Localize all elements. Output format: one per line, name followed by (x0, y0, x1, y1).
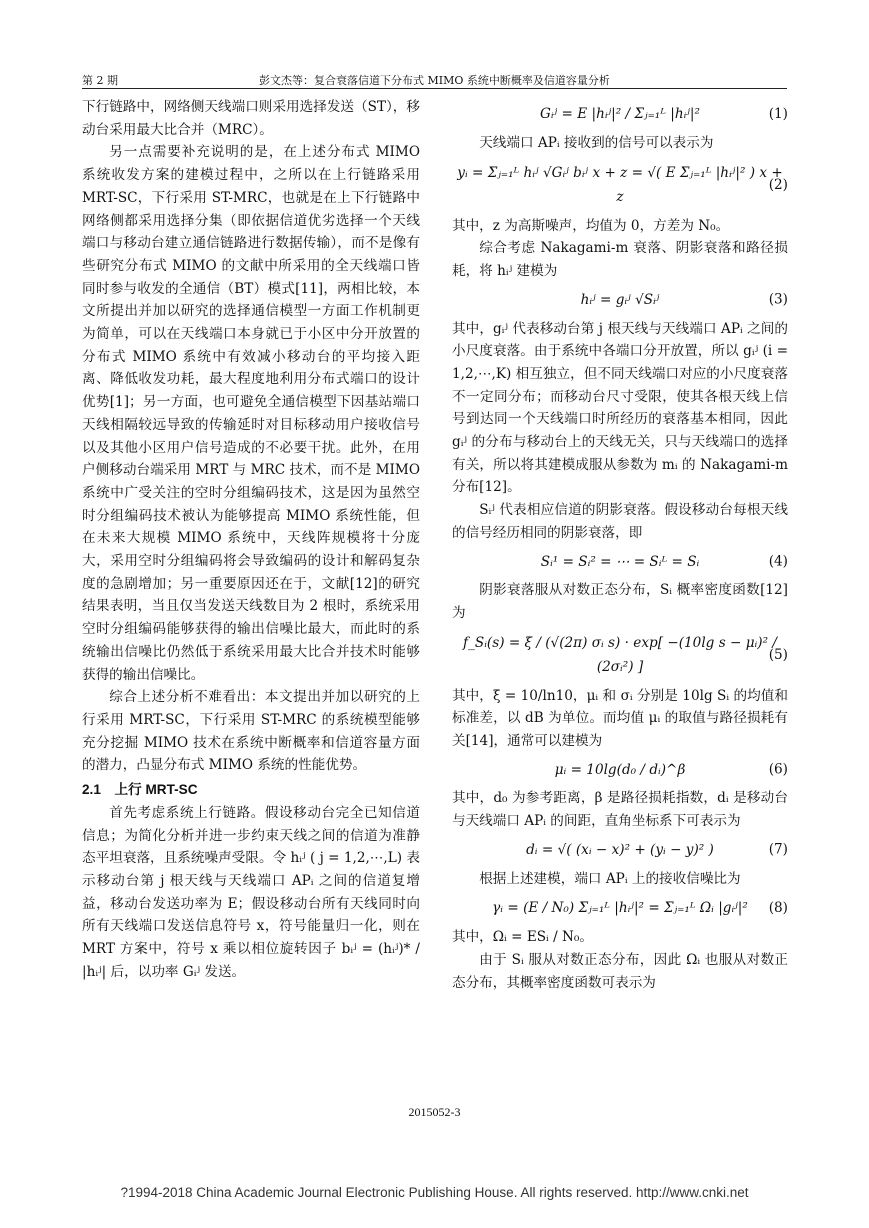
equation-number: (6) (768, 761, 788, 778)
equation-7: dᵢ = √( (xᵢ − x)² + (yᵢ − y)² ) (7) (452, 839, 788, 862)
paragraph: 另一点需要补充说明的是，在上述分布式 MIMO 系统收发方案的建模过程中，之所以在上行链路采用 MRT-SC，下行采用 ST-MRC，也就是在上下行链路中网络侧都采用选择分集（即依据信道优劣选择一个天线端口与移动台建立通信链路进行数据传输），而不是像有些研究分布式 MIMO 的文献中所采用的全天线端口皆同时参与收发的全通信（BT）模式[11]，两相比较，本文所提出并加以研究的选择通信模型一方面工作机制更为简单，可以在天线端口本身就已于小区中分开放置的分布式 MIMO 系统中有效减小移动台的平均接入距离、降低收发功耗，最大程度地利用分布式端口的设计优势[1]；另一方面，也可避免全通信模型下因基站端口天线相隔较远导致的传输延时对目标移动用户接收信号以及其他小区用户信号造成的不必要干扰。此外，在用户侧移动台端采用 MRT 与 MRC 技术，而不是 MIMO 系统中广受关注的空时分组编码技术，这是因为虽然空时分组编码技术被认为能够提高 MIMO 系统性能，但在未来大规模 MIMO 系统中，天线阵规模将十分庞大，采用空时分组编码将会导致编码的设计和解码复杂度的急剧增加；另一重要原因还在于，文献[12]的研究结果表明，当且仅当发送天线数目为 2 根时，系统采用空时分组编码能够获得的输出信噪比最大，而此时的系统输出信噪比仍然低于系统采用最大比合并技术时能够获得的输出信噪比。 (82, 144, 420, 683)
paragraph: 其中，z 为高斯噪声，均值为 0，方差为 N₀。 (452, 217, 730, 234)
equation-number: (3) (768, 291, 788, 308)
copyright-notice: ?1994-2018 China Academic Journal Electronic Publishing House. All rights reserved. http://www.cnki.net (120, 1185, 749, 1200)
paragraph: 根据上述建模，端口 APᵢ 上的接收信噪比为 (479, 870, 741, 887)
running-header (82, 70, 787, 89)
section-heading: 2.1 上行 MRT-SC (82, 782, 198, 798)
equation-number: (8) (768, 900, 788, 917)
paragraph: 其中，d₀ 为参考距离，β 是路径损耗指数，dᵢ 是移动台与天线端口 APᵢ 的间距，直角坐标系下可表示为 (452, 790, 788, 830)
equation-3: hᵢʲ = gᵢʲ √Sᵢʲ (3) (452, 289, 788, 312)
equation-1: Gᵢʲ = E |hᵢʲ|² / Σⱼ₌₁ᴸ |hᵢʲ|² (1) (452, 102, 788, 126)
left-column (82, 96, 420, 983)
paragraph: 其中，ξ = 10/ln10，μᵢ 和 σᵢ 分别是 10lg Sᵢ 的均值和标准差，以 dB 为单位。而均值 μᵢ 的取值与路径损耗有关[14]，通常可以建模为 (452, 687, 788, 750)
equation-2: yᵢ = Σⱼ₌₁ᴸ hᵢʲ √Gᵢʲ bᵢʲ x + z = √( E Σⱼ₌₁ᴸ |hᵢʲ|² ) x + z (2) (457, 164, 788, 205)
paragraph: 首先考虑系统上行链路。假设移动台完全已知信道信息；为简化分析并进一步约束天线之间的信道为准静态平坦衰落，且系统噪声受限。令 hᵢʲ ( j = 1,2,⋯,L) 表示移动台第 j 根天线与天线端口 APᵢ 之间的信道复增益，移动台发送功率为 E；假设移动台所有天线同时向所有天线端口发送信息符号 x，符号能量归一化，则在 MRT 方案中，符号 x 乘以相位旋转因子 bᵢʲ = (hᵢʲ)* / |hᵢʲ| 后，以功率 Gᵢʲ 发送。 (82, 804, 420, 980)
paragraph: 下行链路中，网络侧天线端口则采用选择发送（ST），移动台采用最大比合并（MRC）。 (82, 99, 420, 138)
equation-number: (4) (768, 553, 788, 570)
equation-4: Sᵢ¹ = Sᵢ² = ⋯ = Sᵢᴸ = Sᵢ (4) (452, 551, 788, 574)
paragraph: 综合考虑 Nakagami-m 衰落、阴影衰落和路径损耗，将 hᵢʲ 建模为 (452, 240, 788, 280)
running-title: 彭文杰等：复合衰落信道下分布式 MIMO 系统中断概率及信道容量分析 (259, 74, 610, 87)
equation-number: (5) (768, 646, 788, 663)
paragraph: 其中，gᵢʲ 代表移动台第 j 根天线与天线端口 APᵢ 之间的小尺度衰落。由于系统中各端口分开放置，所以 gᵢʲ (i = 1,2,⋯,K) 相互独立，但不同天线端口对应的小尺度衰落不一定同分布；而移动台尺寸受限，使其各根天线上信号到达同一个天线端口时所经历的衰落基本相同，因此 gᵢʲ 的分布与移动台上的天线无关，只与天线端口的选择有关，所以将其建模成服从参数为 mᵢ 的 Nakagami-m 分布[12]。 (452, 320, 788, 496)
issue-number: 第 2 期 (82, 74, 118, 87)
equation-number: (1) (768, 106, 788, 122)
equation-number: (7) (768, 841, 788, 858)
right-column (452, 96, 788, 994)
equation-5: f_Sᵢ(s) = ξ / (√(2π) σᵢ s) · exp[ −(10lg s − μᵢ)² / (2σᵢ²) ] (5) (463, 634, 788, 675)
paragraph: 天线端口 APᵢ 接收到的信号可以表示为 (479, 135, 714, 151)
page-id: 2015052-3 (408, 1105, 461, 1119)
equation-6: μᵢ = 10lg(d₀ / dᵢ)^β (6) (452, 759, 788, 782)
paragraph: 综合上述分析不难看出：本文提出并加以研究的上行采用 MRT-SC，下行采用 ST-MRC 的系统模型能够充分挖掘 MIMO 技术在系统中断概率和信道容量方面的潜力，凸显分布式 MIMO 系统的性能优势。 (82, 689, 420, 774)
paragraph: 阴影衰落服从对数正态分布，Sᵢ 概率密度函数[12]为 (452, 582, 788, 621)
equation-8: γᵢ = (E / N₀) Σⱼ₌₁ᴸ |hᵢʲ|² = Σⱼ₌₁ᴸ Ωᵢ |gᵢʲ|² (8) (452, 896, 788, 920)
paragraph: 由于 Sᵢ 服从对数正态分布，因此 Ωᵢ 也服从对数正态分布，其概率密度函数可表示为 (452, 951, 788, 991)
equation-number: (2) (768, 176, 788, 193)
paragraph: 其中，Ωᵢ = ESᵢ / N₀。 (452, 929, 593, 946)
paragraph: Sᵢʲ 代表相应信道的阴影衰落。假设移动台每根天线的信号经历相同的阴影衰落，即 (452, 502, 788, 541)
